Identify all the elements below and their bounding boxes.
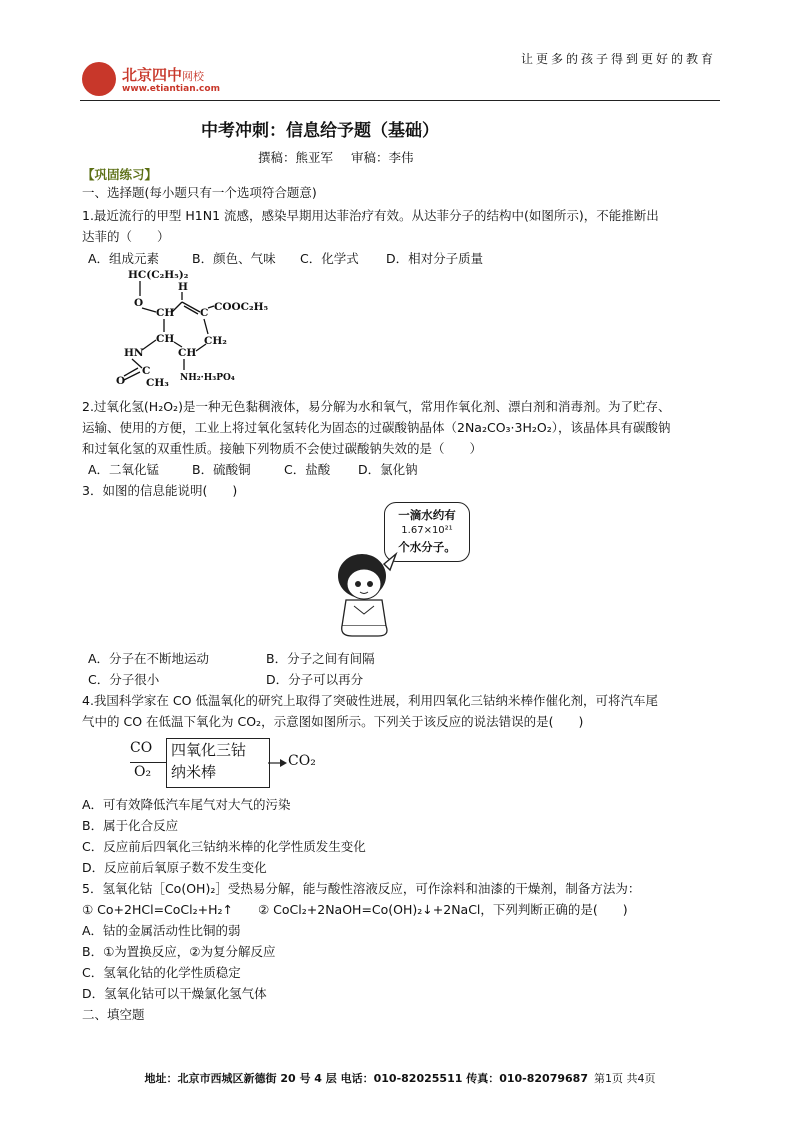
page-number: 第1页 共4页 [593, 1072, 656, 1085]
q2-option-c[interactable]: C．盐酸 [284, 462, 331, 477]
q2-option-b[interactable]: B．硫酸铜 [192, 462, 251, 477]
slogan: 让更多的孩子得到更好的教育 [520, 52, 716, 66]
catalyst-box [166, 738, 270, 788]
q4-line1: 4.我国科学家在 CO 低温氧化的研究上取得了突破性进展，利用四氧化三钴纳米棒作催化剂，可将汽车尾 [82, 693, 658, 708]
cartoon-girl-illustration [332, 540, 412, 640]
header-divider [80, 100, 720, 101]
mol-ch3b: CH₃ [146, 377, 169, 388]
mol-o2: O [116, 375, 126, 387]
q4-option-a[interactable]: A．可有效降低汽车尾气对大气的污染 [82, 797, 291, 812]
mol-ch1: CH [156, 307, 175, 319]
part1-heading: 一、选择题(每小题只有一个选项符合题意) [82, 185, 317, 200]
authors [258, 148, 432, 166]
bubble-line3: 个水分子。 [398, 540, 456, 554]
q5-option-b[interactable]: B．①为置换反应，②为复分解反应 [82, 944, 276, 959]
q3-options-row2 [82, 671, 722, 689]
mol-ch3: CH [178, 347, 197, 359]
mol-cooc: COOC₂H₅ [214, 301, 269, 313]
mol-ch2: CH [156, 333, 175, 345]
author: 撰稿：熊亚军 [258, 150, 334, 165]
q4-option-d[interactable]: D．反应前后氧原子数不发生变化 [82, 860, 267, 875]
q5-line1: 5．氢氧化钴［Co(OH)₂］受热易分解，能与酸性溶液反应，可作涂料和油漆的干燥剂，制备方法为： [82, 881, 641, 896]
mol-h: H [178, 281, 188, 293]
catalyst-line2: 纳米棒 [171, 763, 217, 781]
q1-option-a[interactable]: A．组成元素 [88, 251, 160, 266]
product-co2: CO₂ [288, 753, 316, 769]
mol-ch2b: CH₂ [204, 335, 227, 347]
molecule-structure [110, 266, 270, 388]
page-title: 中考冲刺：信息给予题（基础） [201, 121, 439, 141]
mol-top: HC(C₂H₅)₂ [128, 269, 189, 281]
q4-option-c[interactable]: C．反应前后四氧化三钴纳米棒的化学性质发生变化 [82, 839, 366, 854]
section-tag: 【巩固练习】 [82, 167, 158, 182]
q3-options-row1 [82, 650, 722, 668]
footer [0, 1070, 800, 1086]
logo-icon [82, 62, 116, 96]
q3-option-a[interactable]: A．分子在不断地运动 [88, 651, 210, 666]
q2-line3: 和过氧化氢的双重性质。接触下列物质不会使过碳酸钠失效的是（ ） [82, 441, 483, 456]
reactant-co: CO [130, 740, 153, 756]
logo-url: www.etiantian.com [122, 84, 220, 94]
q3-option-b[interactable]: B．分子之间有间隔 [266, 651, 375, 666]
q1-line1: 1.最近流行的甲型 H1N1 流感，感染早期用达菲治疗有效。从达菲分子的结构中(如图所示)，不能推断出 [82, 208, 659, 223]
mol-hn: HN [124, 347, 144, 359]
mol-c1: C [200, 307, 209, 319]
q2-option-d[interactable]: D．氯化钠 [358, 462, 418, 477]
q2-option-a[interactable]: A．二氧化锰 [88, 462, 160, 477]
bubble-line2: 1.67×10²¹ [401, 525, 453, 536]
footer-address: 地址：北京市西城区新德街 20 号 4 层 电话：010-82025511 传真：010-82079687 [144, 1072, 588, 1085]
q1-option-c[interactable]: C．化学式 [300, 251, 359, 266]
mol-nh2: NH₂·H₃PO₄ [180, 373, 235, 383]
q5-option-a[interactable]: A．钴的金属活动性比铜的弱 [82, 923, 241, 938]
q2-line1: 2.过氧化氢(H₂O₂)是一种无色黏稠液体，易分解为水和氧气，常用作氧化剂、漂白剂和消毒剂。为了贮存、 [82, 399, 671, 414]
q4-option-b[interactable]: B．属于化合反应 [82, 818, 179, 833]
q1-option-b[interactable]: B．颜色、气味 [192, 251, 276, 266]
q3-option-c[interactable]: C．分子很小 [88, 672, 160, 687]
q2-line2: 运输、使用的方便，工业上将过氧化氢转化为固态的过碳酸钠晶体（2Na₂CO₃·3H₂O₂），该晶体具有碳酸钠 [82, 420, 671, 435]
bubble-line1: 一滴水约有 [398, 508, 456, 522]
mol-c2: C [142, 365, 151, 377]
q2-options [82, 461, 722, 479]
q3-option-d[interactable]: D．分子可以再分 [266, 672, 364, 687]
mol-o: O [134, 297, 144, 309]
q5-line2: ① Co+2HCl=CoCl₂+H₂↑ ② CoCl₂+2NaOH=Co(OH)₂↓+2NaCl，下列判断正确的是( ) [82, 902, 628, 917]
reactant-divider [130, 762, 166, 763]
q3-line1: 3．如图的信息能说明( ) [82, 483, 238, 498]
q5-option-d[interactable]: D．氢氧化钴可以干燥氯化氢气体 [82, 986, 267, 1001]
reviewer: 审稿：李伟 [351, 150, 414, 165]
q5-option-c[interactable]: C．氢氧化钴的化学性质稳定 [82, 965, 241, 980]
reactant-o2: O₂ [134, 764, 152, 780]
q4-line2: 气中的 CO 在低温下氧化为 CO₂，示意图如图所示。下列关于该反应的说法错误的是( ) [82, 714, 584, 729]
q1-line2: 达菲的（ ） [82, 229, 170, 244]
logo-name: 北京四中网校 [122, 66, 205, 84]
arrow-right-icon [268, 757, 288, 769]
part2-heading: 二、填空题 [82, 1007, 145, 1022]
catalyst-line1: 四氧化三钴 [171, 741, 247, 759]
q1-option-d[interactable]: D．相对分子质量 [386, 251, 484, 266]
